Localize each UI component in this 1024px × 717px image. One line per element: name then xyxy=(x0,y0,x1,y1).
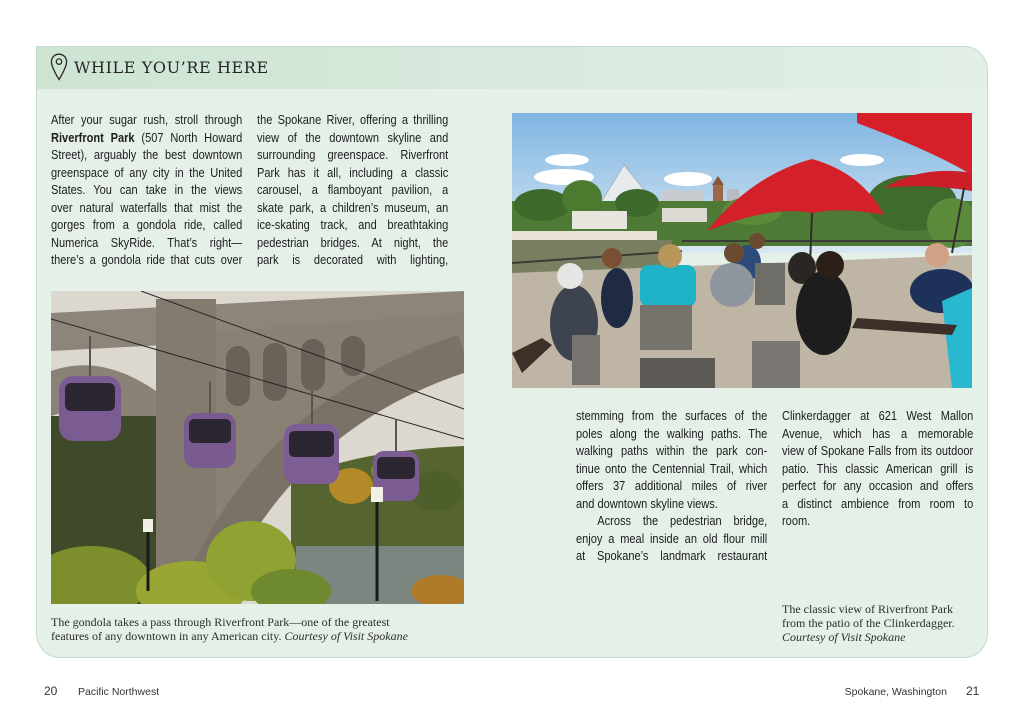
map-pin-icon xyxy=(50,53,68,81)
text-line: walking paths within the park con- xyxy=(576,443,768,458)
text-line: pedestrian bridges. At night, the xyxy=(257,234,449,250)
text-line: After your sugar rush, stroll through xyxy=(51,112,243,127)
gondola-photo-caption xyxy=(51,615,408,643)
text-line: the Spokane River, offering a thrilling xyxy=(257,112,449,127)
patio-photo xyxy=(512,113,972,388)
text-line: patio. This classic American grill is xyxy=(782,460,974,476)
caption-line: from the patio of the Clinkerdagger. xyxy=(782,616,955,630)
pedestrian-bridge xyxy=(512,231,657,240)
right-running-head: Spokane, Washington xyxy=(844,686,947,698)
text-line: at Spokane’s landmark restaurant xyxy=(576,548,768,563)
text-line: tinue onto the Centennial Trail, which xyxy=(576,460,768,476)
patio-photo-caption xyxy=(782,602,955,644)
left-page-number: 20 xyxy=(44,684,58,698)
caption-line: The gondola takes a pass through Riverfront Park—one of the greatest xyxy=(51,615,390,629)
text-line: greenspace of any city in the United xyxy=(51,164,243,180)
caption-line: The classic view of Riverfront Park xyxy=(782,602,953,616)
text-column-3 xyxy=(576,407,767,565)
text-line xyxy=(51,129,242,147)
text-line: offers 37 additional miles of river xyxy=(576,478,768,493)
text-line: Street), arguably the best downtown xyxy=(51,147,243,162)
text-column-2 xyxy=(257,111,448,269)
text-column-4 xyxy=(782,407,973,530)
caption-text: features of any downtown in any American city. xyxy=(51,629,282,643)
text-line: poles along the walking paths. The xyxy=(576,425,768,441)
text-line: room. xyxy=(782,513,811,528)
text-line: gorges from a gondola ride, called xyxy=(51,217,243,232)
text-line: over natural waterfalls that mist the xyxy=(51,199,243,215)
text-line: skate park, a children’s museum, an xyxy=(257,199,449,215)
text-line: Clinkerdagger at 621 West Mallon xyxy=(782,408,974,423)
place-name-bold: Riverfront Park xyxy=(51,129,135,145)
caption-line xyxy=(51,629,408,643)
text-line: stemming from the surfaces of the xyxy=(576,408,768,423)
text-line: Across the pedestrian bridge, xyxy=(597,513,768,528)
photo-credit: Courtesy of Visit Spokane xyxy=(284,629,408,643)
text-line: park is decorated with lighting, xyxy=(257,252,449,267)
text-line: perfect for any occasion and offers xyxy=(782,478,974,493)
text-line: carousel, a flamboyant pavilion, a xyxy=(257,182,449,197)
photo-credit: Courtesy of Visit Spokane xyxy=(782,630,906,644)
left-running-head: Pacific Northwest xyxy=(78,686,160,698)
text-line: and downtown skyline views. xyxy=(576,495,718,511)
text-line: view of Spokane Falls from its outdoor xyxy=(782,443,974,458)
gondola-photo xyxy=(51,291,464,604)
text-line: Numerica SkyRide. That’s right— xyxy=(51,234,243,250)
text-column-1 xyxy=(51,111,242,269)
text-line: there’s a gondola ride that cuts over xyxy=(51,252,243,267)
text-line: view of the downtown skyline and xyxy=(257,129,449,145)
text-line-rest: (507 North Howard xyxy=(134,129,243,145)
panel-title: WHILE YOU’RE HERE xyxy=(74,58,269,77)
text-line: States. You can take in the views xyxy=(51,182,243,197)
text-line: a distinct ambience from room to xyxy=(782,495,974,511)
text-line: Avenue, which has a memorable xyxy=(782,425,974,441)
text-line: enjoy a meal inside an old flour mill xyxy=(576,530,768,546)
text-line: surrounding greenspace. Riverfront xyxy=(257,147,449,162)
text-line: Park has it all, including a classic xyxy=(257,164,449,180)
text-line: ice-skating track, and breathtaking xyxy=(257,217,449,232)
right-page-number: 21 xyxy=(966,684,980,698)
